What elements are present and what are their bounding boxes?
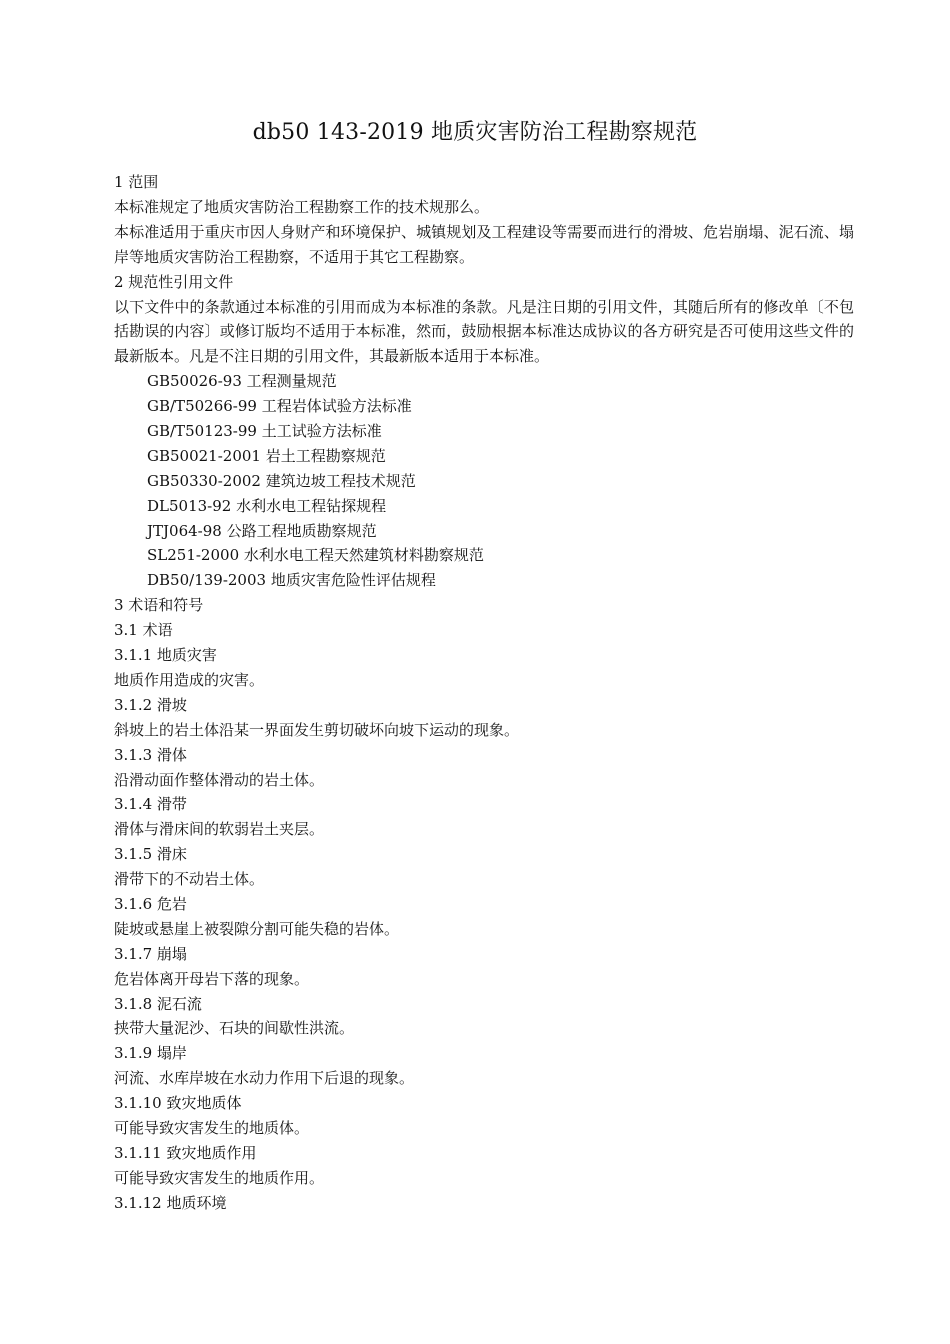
section-heading: 1 范围	[114, 173, 159, 191]
section-heading: 3.1.1 地质灾害	[114, 646, 217, 665]
body-paragraph: 地质作用造成的灾害。	[114, 670, 265, 689]
body-paragraph: 本标准规定了地质灾害防治工程勘察工作的技术规那么。	[114, 197, 490, 216]
body-paragraph: 沿滑动面作整体滑动的岩土体。	[114, 770, 325, 789]
section-heading: 3.1.9 塌岸	[114, 1044, 187, 1063]
body-paragraph: 陡坡或悬崖上被裂隙分割可能失稳的岩体。	[114, 919, 400, 938]
body-paragraph: 本标准适用于重庆市因人身财产和环境保护、城镇规划及工程建设等需要而进行的滑坡、危岩崩塌、泥石流、塌岸等地质灾害防治工程勘察，不适用于其它工程勘察。	[114, 222, 854, 266]
section-heading: 3.1.8 泥石流	[114, 994, 202, 1013]
section-heading: 3.1.4 滑带	[114, 795, 187, 814]
section-heading: 3.1.10 致灾地质体	[114, 1094, 242, 1113]
reference-item: GB50026-93 工程测量规范	[147, 372, 337, 391]
body-paragraph: 以下文件中的条款通过本标准的引用而成为本标准的条款。凡是注日期的引用文件，其随后所有的修改单〔不包括勘误的内容〕或修订版均不适用于本标准，然而，鼓励根据本标准达成协议的各方研究是否可使用这些文件的最新版本。凡是不注日期的引用文件，其最新版本适用于本标准。	[114, 297, 854, 366]
reference-item: GB/T50123-99 土工试验方法标准	[147, 422, 382, 440]
section-heading: 3.1 术语	[114, 621, 173, 640]
body-paragraph: 斜坡上的岩土体沿某一界面发生剪切破坏向坡下运动的现象。	[114, 720, 520, 739]
section-heading: 3.1.5 滑床	[114, 845, 187, 864]
body-paragraph: 挟带大量泥沙、石块的间歇性洪流。	[114, 1019, 355, 1038]
reference-item: GB50021-2001 岩土工程勘察规范	[147, 446, 386, 465]
section-heading: 3.1.6 危岩	[114, 895, 187, 913]
section-heading: 3.1.2 滑坡	[114, 695, 187, 714]
reference-item: DL5013-92 水利水电工程钻探规程	[147, 496, 387, 515]
section-heading: 2 规范性引用文件	[114, 272, 234, 291]
section-heading: 3 术语和符号	[114, 596, 204, 615]
document-body	[114, 170, 854, 1216]
body-paragraph: 可能导致灾害发生的地质体。	[114, 1119, 310, 1138]
section-heading: 3.1.7 崩塌	[114, 944, 187, 963]
reference-item: DB50/139-2003 地质灾害危险性评估规程	[147, 571, 436, 590]
body-paragraph: 滑体与滑床间的软弱岩土夹层。	[114, 820, 325, 839]
reference-item: JTJ064-98 公路工程地质勘察规范	[147, 521, 377, 540]
reference-item: GB/T50266-99 工程岩体试验方法标准	[147, 397, 412, 416]
section-heading: 3.1.11 致灾地质作用	[114, 1143, 257, 1162]
body-paragraph: 滑带下的不动岩土体。	[114, 870, 265, 889]
body-paragraph: 可能导致灾害发生的地质作用。	[114, 1168, 325, 1187]
body-paragraph: 河流、水库岸坡在水动力作用下后退的现象。	[114, 1069, 415, 1088]
document-title: db50 143-2019 地质灾害防治工程勘察规范	[252, 120, 698, 145]
reference-item: SL251-2000 水利水电工程天然建筑材料勘察规范	[147, 546, 484, 565]
section-heading: 3.1.12 地质环境	[114, 1193, 227, 1212]
body-paragraph: 危岩体离开母岩下落的现象。	[114, 969, 310, 988]
reference-item: GB50330-2002 建筑边坡工程技术规范	[147, 471, 416, 490]
section-heading: 3.1.3 滑体	[114, 745, 187, 764]
